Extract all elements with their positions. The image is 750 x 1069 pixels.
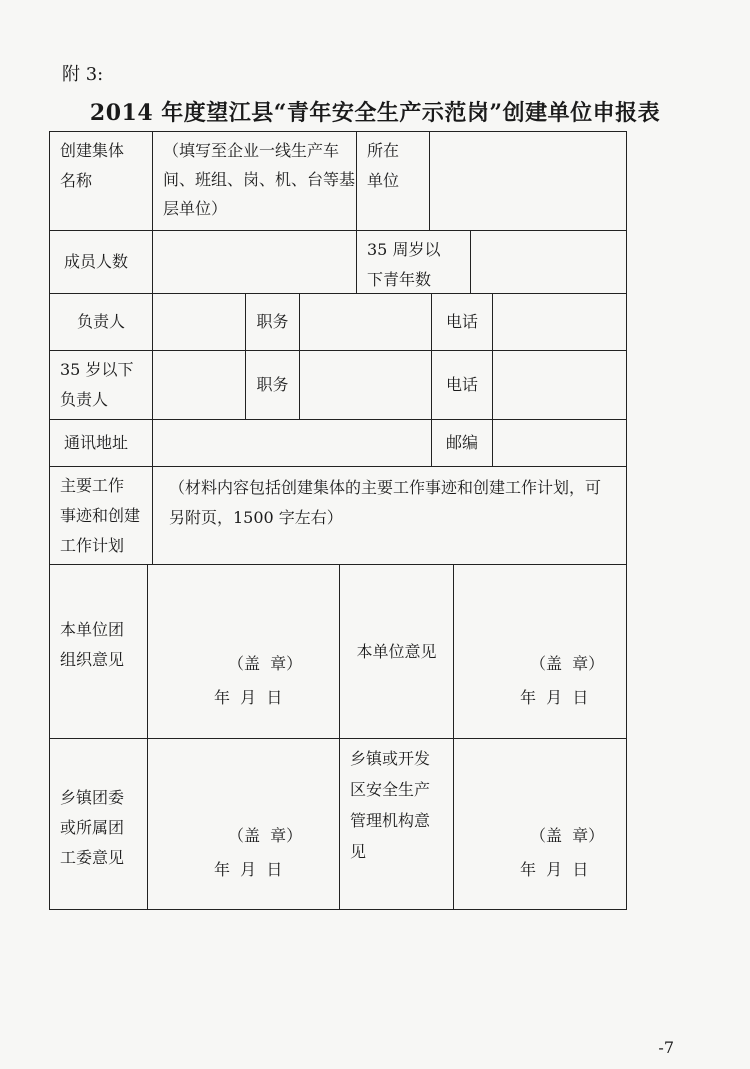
members-label: 成员人数 [49, 230, 153, 294]
address-label: 通讯地址 [49, 419, 153, 467]
youth-field[interactable] [470, 230, 627, 294]
unit-opinion-label: 本单位意见 [339, 564, 454, 739]
page-number: -7 [658, 1038, 674, 1057]
date-text: 年 月 日 [214, 860, 283, 879]
seal-text: （盖 章） [530, 826, 605, 845]
main-work-field[interactable]: （材料内容包括创建集体的主要工作事迹和创建工作计划，可另附页，1500 字左右） [152, 466, 627, 565]
annex-label: 附 3: [62, 64, 104, 85]
town-safety-field[interactable] [453, 738, 627, 910]
phone-label-2: 电话 [431, 350, 493, 420]
position-label: 职务 [245, 293, 300, 351]
postcode-label: 邮编 [431, 419, 493, 467]
leader-label: 负责人 [49, 293, 153, 351]
unit-field[interactable] [429, 131, 627, 231]
members-field[interactable] [152, 230, 357, 294]
position-field[interactable] [299, 293, 432, 351]
young-leader-field[interactable] [152, 350, 246, 420]
address-field[interactable] [152, 419, 432, 467]
league-org-label: 本单位团 组织意见 [49, 564, 148, 739]
youth-label: 35 周岁以 下青年数 [356, 230, 471, 294]
leader-field[interactable] [152, 293, 246, 351]
town-safety-label: 乡镇或开发 区安全生产 管理机构意 见 [339, 738, 454, 910]
collective-name-label: 创建集体 名称 [49, 131, 153, 231]
seal-text: （盖 章） [228, 826, 303, 845]
position-label-2: 职务 [245, 350, 300, 420]
young-leader-label: 35 岁以下 负责人 [49, 350, 153, 420]
date-text: 年 月 日 [520, 688, 589, 707]
town-league-field[interactable] [147, 738, 340, 910]
town-league-label: 乡镇团委 或所属团 工委意见 [49, 738, 148, 910]
main-work-label: 主要工作 事迹和创建 工作计划 [49, 466, 153, 565]
league-org-field[interactable] [147, 564, 340, 739]
phone-label: 电话 [431, 293, 493, 351]
position-field-2[interactable] [299, 350, 432, 420]
phone-field-2[interactable] [492, 350, 627, 420]
seal-text: （盖 章） [228, 654, 303, 673]
phone-field[interactable] [492, 293, 627, 351]
postcode-field[interactable] [492, 419, 627, 467]
unit-opinion-field[interactable] [453, 564, 627, 739]
unit-label: 所在 单位 [356, 131, 430, 231]
seal-text: （盖 章） [530, 654, 605, 673]
form-title: 2014 年度望江县“青年安全生产示范岗”创建单位申报表 [89, 100, 661, 126]
collective-name-field[interactable]: （填写至企业一线生产车间、班组、岗、机、台等基层单位） [152, 131, 357, 231]
date-text: 年 月 日 [214, 688, 283, 707]
date-text: 年 月 日 [520, 860, 589, 879]
